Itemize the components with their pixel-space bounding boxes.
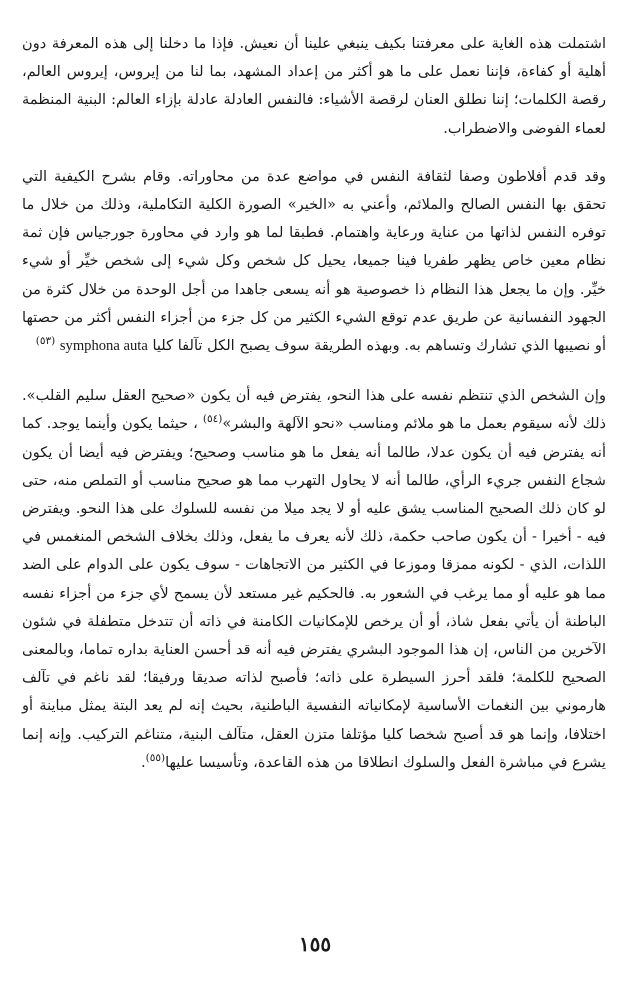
paragraph-1-text: اشتملت هذه الغاية على معرفتنا بكيف ينبغي علينا أن نعيش. فإذا ما دخلنا إلى هذه المعرفة دون أهلية أو كفاءة، فإننا نعمل على ما هو أكثر من إعداد المشهد، بما لنا من إيروس، إيروس العالم، رقصة الكلمات؛ إننا نطلق العنان لرقصة الأشياء: فالنفس العادلة عادلة بإزاء العالم: البنية المنظمة لعماء الفوضى والاضطراب. — [22, 35, 606, 137]
latin-term: symphona auta — [59, 338, 148, 355]
paragraph-3-text-b: ، حيثما يكون وأينما يوجد. كما أنه يفترض فيه أن يكون عدلا، طالما أنه يفعل ما هو مناسب وصحيح؛ ويفترض فيه أيضا أن يكون شجاع النفس جريء الرأي، طالما أنه لا يحاول التهرب مما هو صحيح مناسب أو التملص منه، حتى لو كان ذلك الصحيح المناسب يشق عليه أو لا يجد ميلا من نفسه للسلوك على هذا النحو. ويفترض فيه - أخيرا - أن يكون صاحب حكمة، ذلك لأنه يعرف ما يفعل، وذلك بخلاف الشخص المنغمس في اللذات، الذي - لكونه ممزقا وموزعا في الكثير من الاتجاهات - سوف يكون على الدوام على الضد مما هو عليه أو مما يرغب في الشعور به. فالحكيم غير مستعد لأن يسمح لأي جزء من أجزاء نفسه الباطنة أن يأتي بفعل شاذ، أو أن يرخص للإمكانيات الكامنة في ذاته أن تتدخل متطفلة في شئون الآخرين من الناس، إن هذا الموجود البشري يفترض فيه أنه قد أحسن العناية بداره تماما، وبالمعنى الصحيح للكلمة؛ فلقد أحرز السيطرة على ذاته؛ فأصبح لذاته صديقا ورفيقا؛ لقد ناغم في تآلف هارموني بين النغمات الأساسية لإمكانياته النفسية الباطنية، بحيث إنه لم يعد البتة يمثل مباينة أو اختلافا، وإنما هو قد أصبح شخصا كليا مؤتلفا متزن العقل، متآلف البنية، متناغم التركيب. وإنه إنما يشرع في مباشرة الفعل والسلوك انطلاقا من هذه القاعدة، وتأسيسا عليها — [22, 415, 606, 771]
paragraph-3-text-c: . — [140, 753, 146, 771]
paragraph-3 — [22, 382, 606, 777]
footnote-marker-53: (٥٣) — [35, 335, 56, 348]
page-number: ١٥٥ — [298, 932, 332, 956]
paragraph-1 — [22, 30, 606, 143]
footnote-marker-54: (٥٤) — [202, 413, 223, 426]
paragraph-2-text: وقد قدم أفلاطون وصفا لثقافة النفس في مواضع عدة من محاوراته. وقام بشرح الكيفية التي تحقق بها النفس الصالح والملائم، وأعني به «الخير» الصورة الكلية التكاملية، وذلك من خلال ما توفره النفس لذاتها من عناية ورعاية واهتمام. فطبقا لما هو وارد في محاورة جورجياس فإن ثمة نظام معين خاص يظهر طفريا فينا جميعا، يحيل كل شخص وكل شيء إلى شخص خيِّر أو شيء خيِّر. وإن ما يجعل هذا النظام ذا خصوصية هو أنه يسعى جاهدا من أجل الوحدة من خلال كثرة من الجهود النفسانية عن طريق عدم توقع الشيء الكثير من كل جزء من أجزاء النفس أكثر من حصتها أو نصيبها الذي تشارك وتساهم به. وبهذه الطريقة سوف يصبح الكل تآلفا كليا — [22, 167, 606, 355]
paragraph-3-text-a: وإن الشخص الذي تنتظم نفسه على هذا النحو، يفترض فيه أن يكون «صحيح العقل سليم القلب». ذلك لأنه سيقوم بعمل ما هو ملائم ومناسب «نحو الآلهة والبشر» — [22, 387, 607, 433]
footnote-marker-55: (٥٥) — [145, 752, 166, 765]
paragraph-2 — [22, 163, 606, 360]
